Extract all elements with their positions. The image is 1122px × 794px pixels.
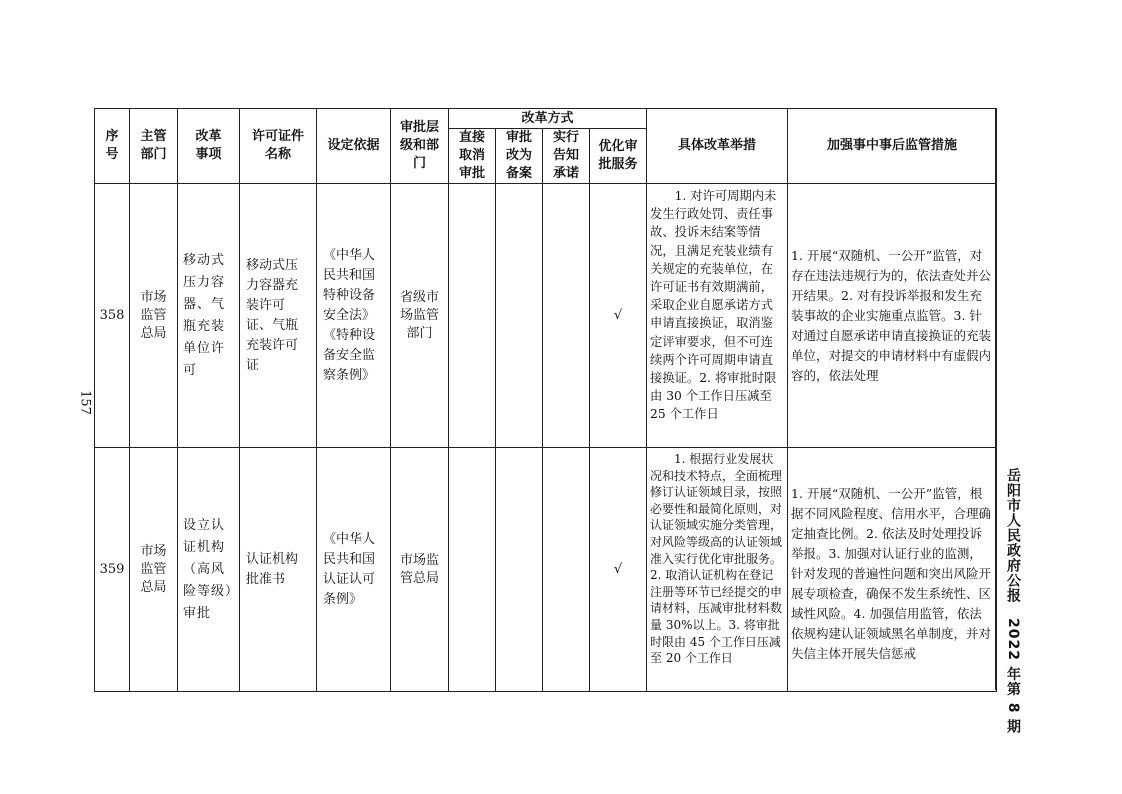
header-filing: 审批改为备案 [496,129,543,184]
cell-level: 省级市场监管部门 [391,184,449,448]
cell-measures: 1. 根据行业发展状况和技术特点，全面梳理修订认证领域目录，按照必要性和最简化原则，对认证领域实施分类管理，对风险等级高的认证领域准入实行优化审批服务。2. 取消认证机构在登记注册等环节已经提交的申请材料，压减审批材料数量 30%以上。3. 将审批时限由 45 个工作日压减至 20 个工作日 [647,448,788,692]
cell-basis: 《中华人民共和国认证认可条例》 [317,448,391,692]
cell-measures: 1. 对许可周期内未发生行政处罚、责任事故、投诉未结案等情况，且满足充装业绩有关规定的充装单位，在许可证书有效期满前，采取企业自愿承诺方式申请直接换证，取消鉴定评审要求，但不可连续两个许可周期申请直接换证。2. 将审批时限由 30 个工作日压减至 25 个工作日 [647,184,788,448]
cell-filing [496,184,543,448]
header-cancel: 直接取消审批 [449,129,496,184]
cell-supervision: 1. 开展“双随机、一公开”监管，对存在违法违规行为的，依法查处并公开结果。2. 对有投诉举报和发生充装事故的企业实施重点监管。3. 针对通过自愿承诺申请直接换证的充装单位，对提交的申请材料中有虚假内容的，依法处理 [788,184,997,448]
cell-seq: 359 [95,448,130,692]
page-number: 157 [77,390,93,415]
cell-cancel [449,448,496,692]
table-row [95,448,997,692]
cell-basis: 《中华人民共和国特种设备安全法》《特种设备安全监察条例》 [317,184,391,448]
cell-cancel [449,184,496,448]
header-level: 审批层级和部门 [391,109,449,184]
header-license: 许可证件名称 [240,109,317,184]
cell-optimize: √ [590,184,647,448]
journal-side-title-bar [995,108,1027,735]
cell-level: 市场监管总局 [391,448,449,692]
header-basis: 设定依据 [317,109,391,184]
cell-dept: 市场监管总局 [130,184,178,448]
table-row [95,184,997,448]
header-measures: 具体改革举措 [647,109,788,184]
cell-notify [543,448,590,692]
cell-optimize: √ [590,448,647,692]
cell-license: 移动式压力容器充装许可证、气瓶充装许可证 [240,184,317,448]
header-optimize: 优化审批服务 [590,129,647,184]
header-notify: 实行告知承诺 [543,129,590,184]
journal-side-title: 岳阳市人民政府公报 2022 年第 8 期 [1005,468,1021,735]
header-dept: 主管部门 [130,109,178,184]
cell-filing [496,448,543,692]
cell-dept: 市场监管总局 [130,448,178,692]
cell-item: 移动式压力容器、气瓶充装单位许可 [178,184,240,448]
cell-supervision: 1. 开展“双随机、一公开”监管，根据不同风险程度、信用水平，合理确定抽查比例。2. 依法及时处理投诉举报。3. 加强对认证行业的监测，针对发现的普遍性问题和突出风险开展专项检查，确保不发生系统性、区域性风险。4. 加强信用监管，依法依规构建认证领域黑名单制度，并对失信主体开展失信惩戒 [788,448,997,692]
cell-license: 认证机构批准书 [240,448,317,692]
cell-seq: 358 [95,184,130,448]
header-supervision: 加强事中事后监管措施 [788,109,997,184]
header-reform-mode: 改革方式 [449,109,647,129]
cell-item: 设立认证机构（高风险等级）审批 [178,448,240,692]
reform-table [94,108,997,692]
cell-notify [543,184,590,448]
header-seq: 序号 [95,109,130,184]
header-item: 改革事项 [178,109,240,184]
